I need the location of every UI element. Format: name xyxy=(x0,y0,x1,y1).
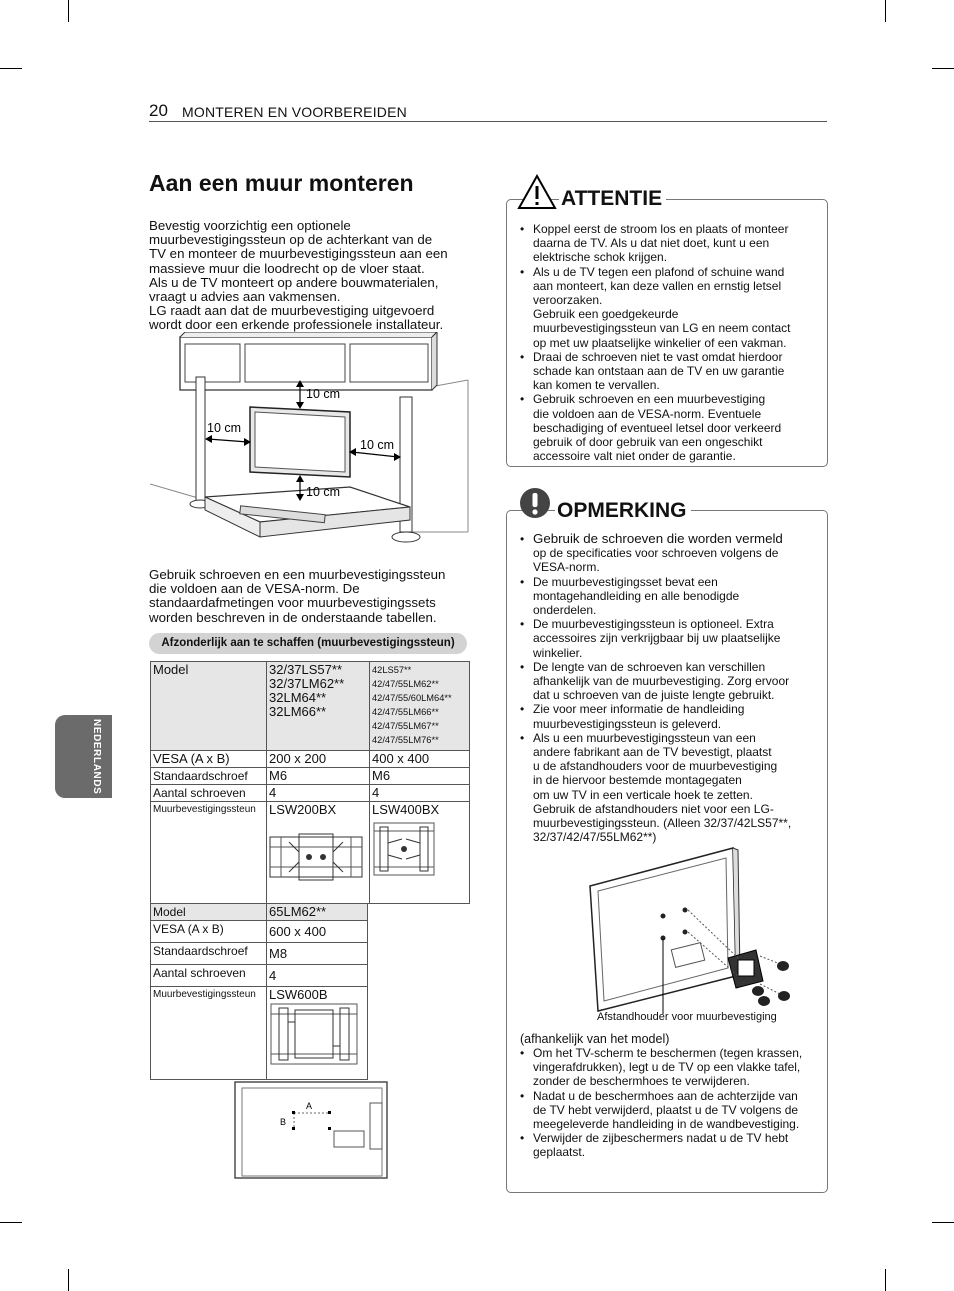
label-cell: Model xyxy=(151,662,267,751)
value-cell: 4 xyxy=(267,785,370,802)
list-item: • Draai de schroeven niet te vast omdat hierdoor schade kan ontstaan aan de TV en uw garantie kan komen te vervallen. xyxy=(518,350,818,393)
list-item: • De lengte van de schroeven kan verschillen afhankelijk van de muurbevestiging. Zorg ervoor dat u schroeven van de juiste lengte gebruikt. xyxy=(518,660,818,703)
label-cell: Aantal schroeven xyxy=(151,965,267,987)
value-cell: M6 xyxy=(267,768,370,785)
label-cell: VESA (A x B) xyxy=(151,751,267,768)
attentie-title: ATTENTIE xyxy=(559,187,666,211)
vesa-ab-diagram xyxy=(234,1081,388,1179)
bracket-name: LSW200BX xyxy=(269,802,337,817)
dim-left-label: 10 cm xyxy=(207,421,242,435)
crop-mark xyxy=(932,1222,954,1223)
list-item: • Als u de TV tegen een plafond of schuine wand aan monteert, kan deze vallen en ernstig letsel veroorzaken. Gebruik een goedgekeurde muurbevestigingssteun van LG en neem contact op met uw plaatselijke winkelier of een vakman. xyxy=(518,265,818,350)
model-name: 42LS57** xyxy=(372,665,412,675)
list-item: • Nadat u de beschermhoes aan de achterzijde van de TV hebt verwijderd, plaatst u de TV volgens de meegeleverde handleiding in de wandbevestiging. xyxy=(518,1089,818,1132)
label-cell: Model xyxy=(151,904,267,921)
value-cell: 4 xyxy=(370,785,470,802)
label-cell: Standaardschroef xyxy=(151,768,267,785)
intro-line: TV en monteer de muurbevestigingssteun aan een xyxy=(149,246,448,262)
label-cell: VESA (A x B) xyxy=(151,921,267,943)
intro-line: massieve muur die loodrecht op de vloer staat. xyxy=(149,260,425,276)
bracket-cell xyxy=(267,987,368,1080)
dim-bottom-label: 10 cm xyxy=(306,485,341,499)
dim-b-label: B xyxy=(280,1117,287,1127)
model-cell: 65LM62** xyxy=(267,904,368,921)
model-name: 42/47/55LM66** xyxy=(372,707,439,717)
protection-list xyxy=(518,1046,818,1160)
list-item: • Gebruik de schroeven die worden vermeld op de specificaties voor schroeven volgens de VESA-norm. xyxy=(518,532,818,575)
model-cell xyxy=(370,662,470,751)
crop-mark xyxy=(0,68,22,69)
crop-mark xyxy=(932,68,954,69)
list-item: • De muurbevestigingsset bevat een montagehandleiding en alle benodigde onderdelen. xyxy=(518,575,818,618)
value-cell: 200 x 200 xyxy=(267,751,370,768)
attentie-list xyxy=(518,222,818,463)
model-name: 32/37LM62** xyxy=(269,676,345,691)
label-cell: Muurbevestigingssteun xyxy=(151,802,267,904)
value-cell: M6 xyxy=(370,768,470,785)
label-cell: Standaardschroef xyxy=(151,943,267,965)
section-title: MONTEREN EN VOORBEREIDEN xyxy=(182,104,407,120)
model-note: (afhankelijk van het model) xyxy=(520,1032,670,1046)
model-name: 32LM64** xyxy=(269,690,327,705)
bracket-lsw200bx-icon xyxy=(269,832,363,882)
list-item: • Gebruik schroeven en een muurbevestiging die voldoen aan de VESA-norm. Eventuele beschadiging of eventueel letsel door verkeerd gebruik of door gebruik van een ongeschikt accessoire valt niet onder de garantie. xyxy=(518,392,818,463)
intro-line: Bevestig voorzichtig een optionele xyxy=(149,218,351,233)
vesa-line: worden beschreven in de onderstaande tabellen. xyxy=(149,609,437,625)
intro-line: LG raadt aan dat de muurbevestiging uitgevoerd xyxy=(149,303,435,319)
warning-triangle-icon xyxy=(517,174,557,210)
bracket-lsw600b-icon xyxy=(269,1002,359,1066)
crop-mark xyxy=(0,1222,22,1223)
model-name: 32LM66** xyxy=(269,704,327,719)
label-cell: Muurbevestigingssteun xyxy=(151,987,267,1080)
opmerking-list xyxy=(518,532,818,844)
page-title: Aan een muur monteren xyxy=(149,170,414,196)
vesa-line: Gebruik schroeven en een muurbevestigingssteun xyxy=(149,567,446,582)
crop-mark xyxy=(68,0,69,22)
dim-top-label: 10 cm xyxy=(306,387,341,401)
value-cell: M8 xyxy=(267,943,368,965)
crop-mark xyxy=(68,1269,69,1291)
list-item: • Zie voor meer informatie de handleiding muurbevestigingssteun is geleverd. xyxy=(518,702,818,730)
intro-line: Als u de TV monteert op andere bouwmaterialen, xyxy=(149,274,439,290)
model-cell xyxy=(267,662,370,751)
opmerking-title: OPMERKING xyxy=(555,499,691,523)
spec-table-1 xyxy=(150,661,470,904)
vesa-paragraph xyxy=(149,568,479,625)
bracket-name: LSW600B xyxy=(269,987,328,1002)
header-rule xyxy=(149,121,827,122)
dim-a-label: A xyxy=(306,1101,313,1111)
model-name: 42/47/55/60LM64** xyxy=(372,693,452,703)
table-badge: Afzonderlijk aan te schaffen (muurbevestigingssteun) xyxy=(149,633,467,654)
list-item: • De muurbevestigingssteun is optioneel. Extra accessoires zijn verkrijgbaar bij uw plaatselijke winkelier. xyxy=(518,617,818,660)
vesa-line: standaardafmetingen voor muurbevestigingssets xyxy=(149,595,436,611)
model-name: 42/47/55LM67** xyxy=(372,721,439,731)
model-name: 32/37LS57** xyxy=(269,662,343,677)
vesa-line: die voldoen aan de VESA-norm. De xyxy=(149,581,360,597)
list-item: • Om het TV-scherm te beschermen (tegen krassen, vingerafdrukken), legt u de TV op een vlakke tafel, zonder de beschermhoes te verwijderen. xyxy=(518,1046,818,1089)
intro-line: muurbevestigingssteun op de achterkant van de xyxy=(149,232,433,248)
bracket-cell xyxy=(370,802,470,904)
list-item: • Als u een muurbevestigingssteun van een andere fabrikant aan de TV bevestigt, plaatst u de afstandhouders voor de muurbevestiging in de hiervoor bestemde montagegaten om uw TV in een verticale hoek te zetten. Gebruik de afstandhouders niet voor een LG- muurbevestigingssteun. (Alleen 32/37/42LS57**, 32/37/42/47/55LM62**) xyxy=(518,731,818,845)
exclamation-circle-icon xyxy=(519,487,551,519)
model-name: 42/47/55LM62** xyxy=(372,679,439,689)
dim-right-label: 10 cm xyxy=(360,438,395,452)
spacer-caption: Afstandhouder voor muurbevestiging xyxy=(597,1011,777,1023)
crop-mark xyxy=(885,0,886,22)
page-number: 20 xyxy=(149,101,168,120)
intro-line: wordt door een erkende professionele installateur. xyxy=(149,317,444,333)
value-cell: 600 x 400 xyxy=(267,921,368,943)
language-tab-label: NEDERLANDS xyxy=(91,719,102,795)
list-item: • Koppel eerst de stroom los en plaats of monteer daarna de TV. Als u dat niet doet, kunt u een elektrische schok krijgen. xyxy=(518,222,818,265)
value-cell: 4 xyxy=(267,965,368,987)
tv-back-spacer-illustration xyxy=(588,846,800,1026)
wall-mount-illustration xyxy=(150,332,480,557)
language-tab xyxy=(55,715,112,798)
list-item: • Verwijder de zijbeschermers nadat u de TV hebt geplaatst. xyxy=(518,1131,818,1159)
model-name: 42/47/55LM76** xyxy=(372,735,439,745)
value-cell: 400 x 400 xyxy=(370,751,470,768)
bracket-cell xyxy=(267,802,370,904)
bracket-name: LSW400BX xyxy=(372,802,440,817)
crop-mark xyxy=(885,1269,886,1291)
label-cell: Aantal schroeven xyxy=(151,785,267,802)
bracket-lsw400bx-icon xyxy=(372,821,436,877)
intro-line: vraagt u advies aan vakmensen. xyxy=(149,289,341,305)
spec-table-2 xyxy=(150,903,368,1080)
intro-paragraph xyxy=(149,219,479,333)
